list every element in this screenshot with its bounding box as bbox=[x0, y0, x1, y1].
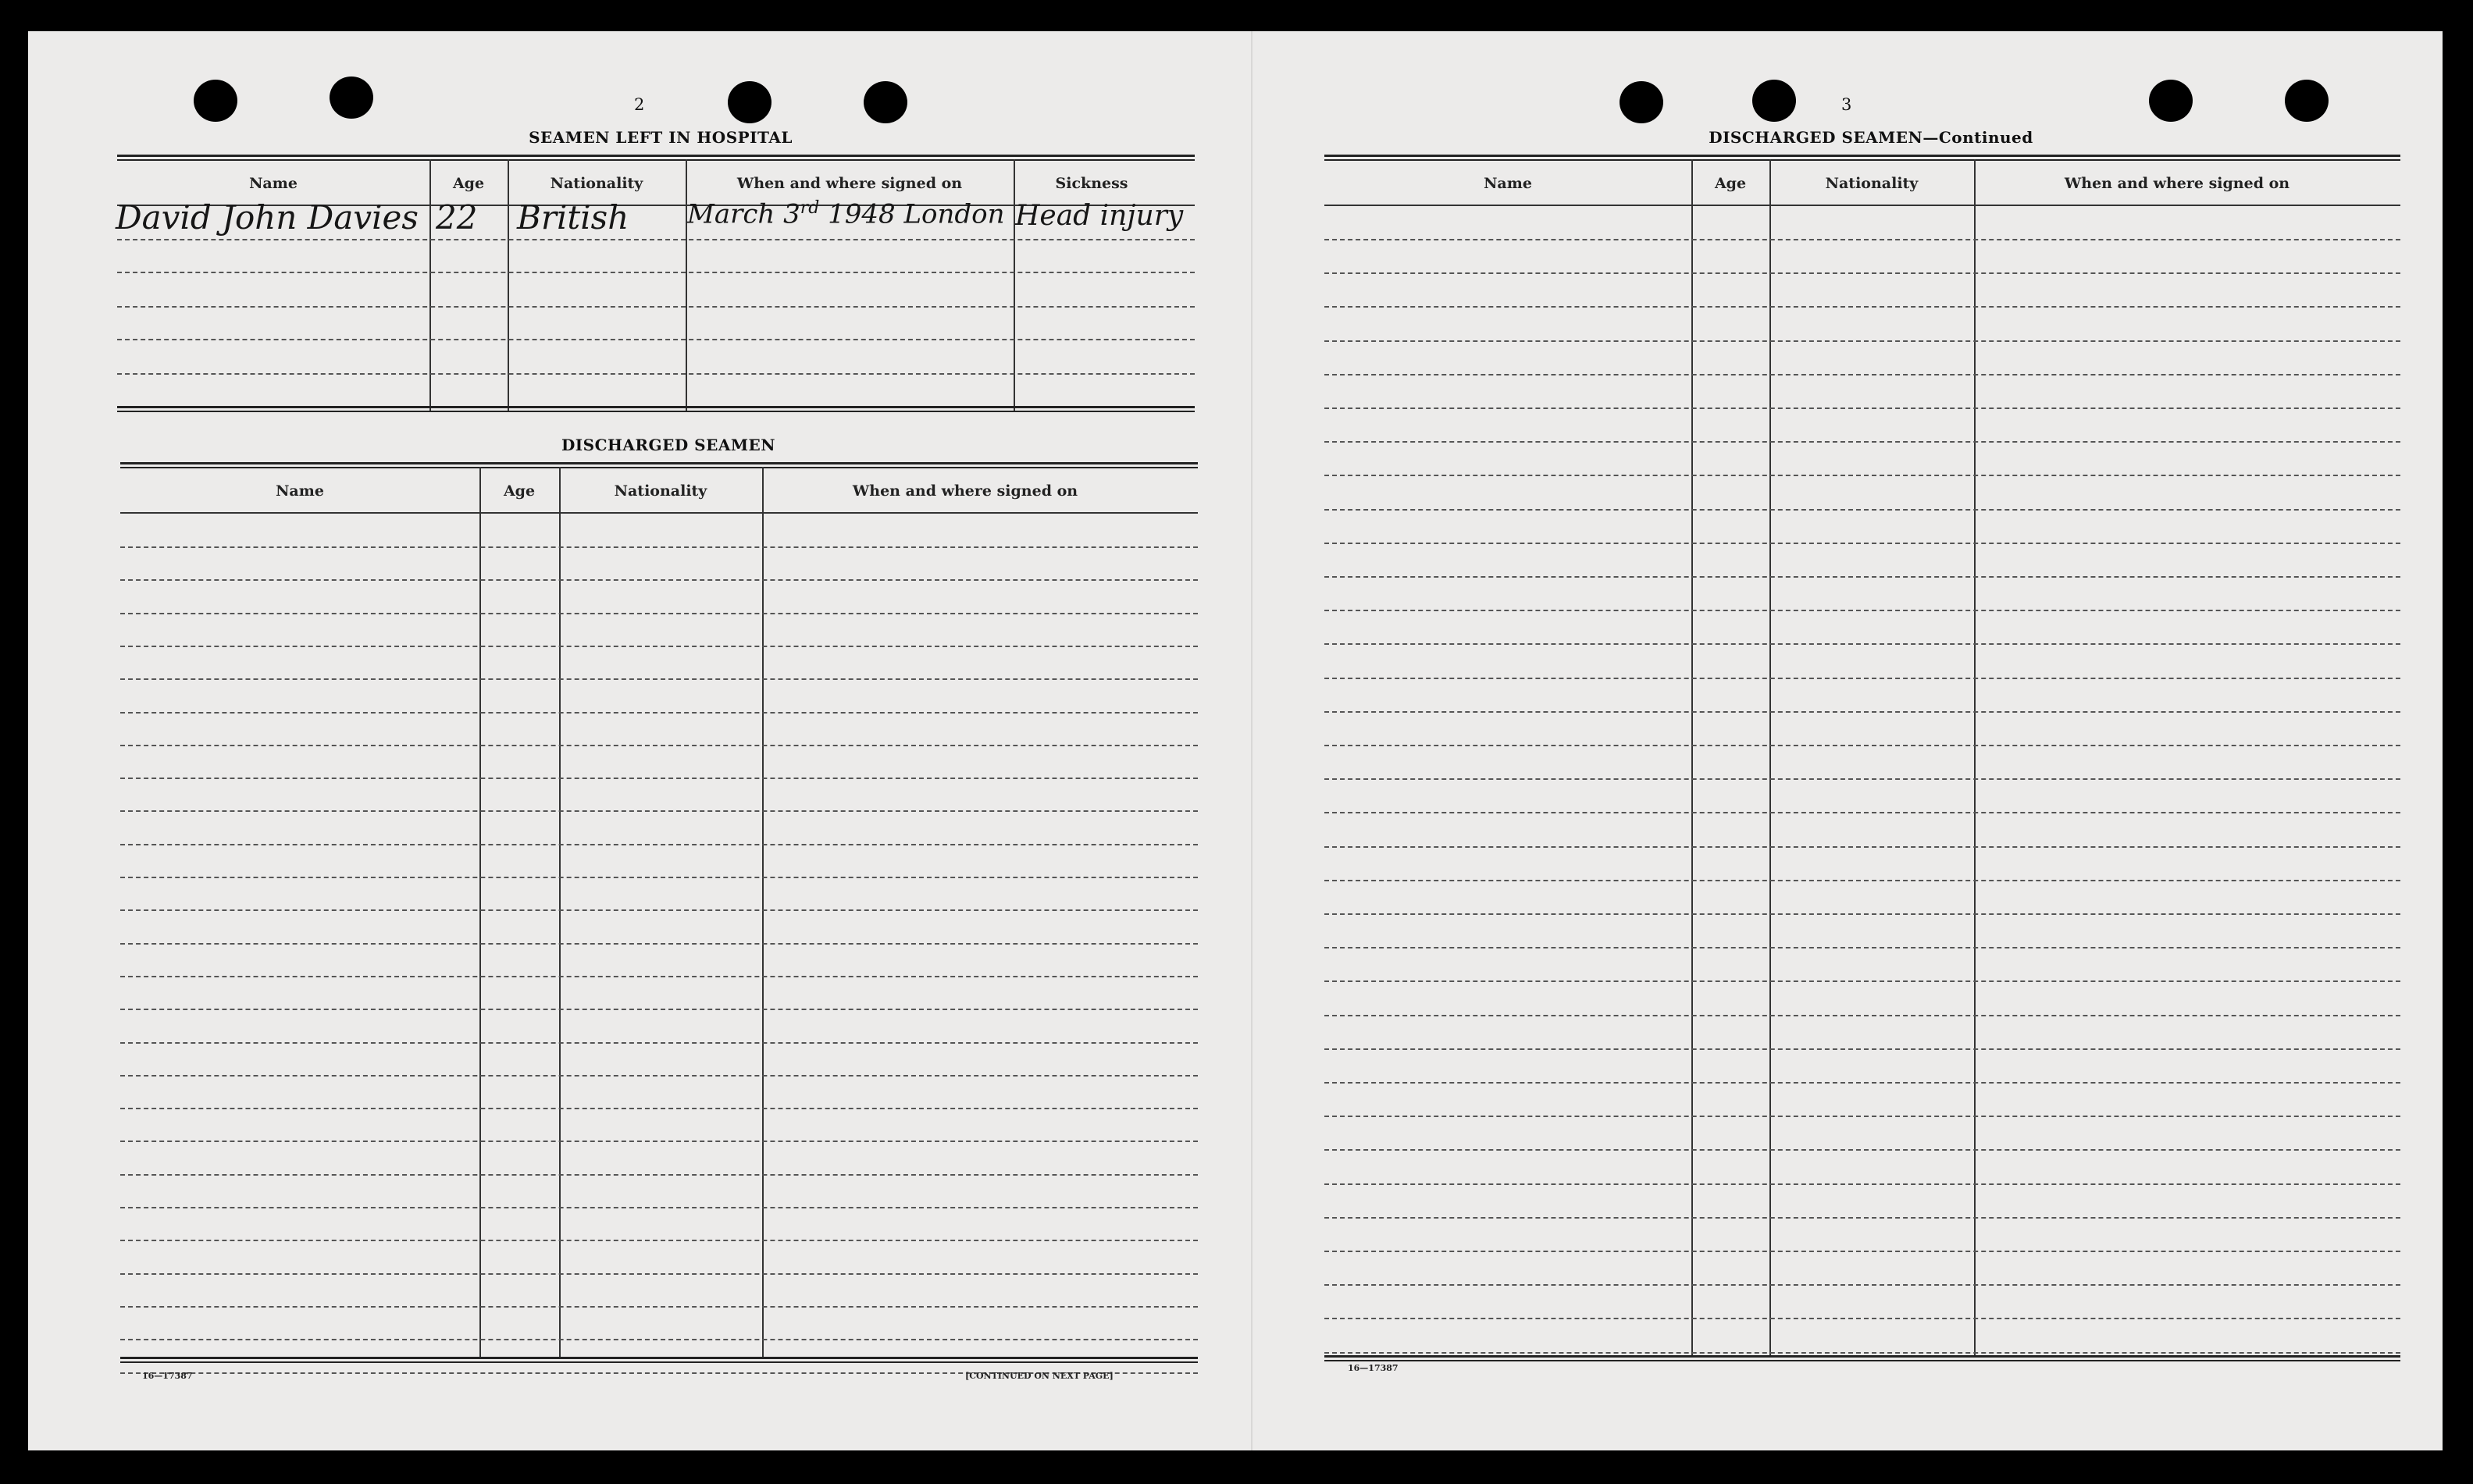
ruled-row-line bbox=[1324, 1015, 2400, 1016]
ruled-row-line bbox=[120, 1108, 1198, 1109]
right-col-name: Name bbox=[1484, 175, 1532, 192]
hospital-col-signed-on: When and where signed on bbox=[736, 175, 963, 192]
discharged-continued-title: DISCHARGED SEAMEN—Continued bbox=[1709, 128, 2033, 147]
footer-form-number-right: 16—17387 bbox=[1348, 1363, 1399, 1373]
hospital-col-sickness: Sickness bbox=[1055, 175, 1128, 192]
ruled-row-line bbox=[1324, 340, 2400, 342]
hospital-section-title: SEAMEN LEFT IN HOSPITAL bbox=[529, 128, 793, 147]
ruled-row-line bbox=[1324, 576, 2400, 578]
ruled-row-line bbox=[1324, 272, 2400, 274]
ruled-row-line bbox=[1324, 812, 2400, 813]
ruled-row-line bbox=[1324, 543, 2400, 544]
punch-hole bbox=[864, 81, 907, 123]
ruled-row-line bbox=[1324, 1048, 2400, 1050]
ruled-row-line bbox=[1324, 1082, 2400, 1084]
footer-form-number-left: 16—17387 bbox=[142, 1371, 193, 1381]
ruled-row-line bbox=[1324, 475, 2400, 476]
hospital-entry-name: David John Davies bbox=[116, 198, 419, 237]
hospital-col-age: Age bbox=[452, 175, 485, 192]
ruled-row-line bbox=[1324, 1217, 2400, 1219]
ruled-row-line bbox=[1324, 643, 2400, 645]
ruled-row-line bbox=[120, 745, 1198, 746]
ruled-row-line bbox=[1324, 745, 2400, 746]
discharged-col-nationality: Nationality bbox=[614, 482, 707, 500]
hospital-entry-age: 22 bbox=[436, 198, 478, 237]
punch-hole bbox=[1620, 81, 1663, 123]
ruled-row-line bbox=[1324, 947, 2400, 948]
ruled-row-line bbox=[120, 1240, 1198, 1241]
ruled-row-line bbox=[120, 613, 1198, 614]
ruled-row-line bbox=[120, 1273, 1198, 1275]
ruled-row-line bbox=[1324, 1116, 2400, 1117]
punch-hole bbox=[2149, 80, 2193, 122]
footer-continued: [CONTINUED ON NEXT PAGE] bbox=[965, 1371, 1114, 1381]
ruled-row-line bbox=[1324, 1149, 2400, 1151]
ruled-row-line bbox=[120, 1207, 1198, 1208]
ruled-row-line bbox=[120, 909, 1198, 911]
ruled-row-line bbox=[120, 810, 1198, 812]
ruled-row-line bbox=[1324, 913, 2400, 915]
ruled-row-line bbox=[1324, 1284, 2400, 1286]
hospital-entry-nationality: British bbox=[517, 198, 629, 237]
ruled-row-line bbox=[120, 877, 1198, 878]
ruled-row-line bbox=[120, 844, 1198, 845]
ruled-row-line bbox=[1324, 711, 2400, 713]
document-paper bbox=[28, 31, 2443, 1450]
ruled-row-line bbox=[1324, 374, 2400, 375]
ruled-row-line bbox=[120, 1339, 1198, 1340]
hospital-entry-sickness: Head injury bbox=[1015, 200, 1184, 232]
punch-hole bbox=[2285, 80, 2329, 122]
ruled-row-line bbox=[1324, 239, 2400, 240]
punch-hole bbox=[728, 81, 771, 123]
ruled-row-line bbox=[1324, 1352, 2400, 1354]
ruled-row-line bbox=[1324, 610, 2400, 611]
ruled-row-line bbox=[120, 646, 1198, 647]
right-col-nationality: Nationality bbox=[1825, 175, 1919, 192]
right-col-age: Age bbox=[1714, 175, 1747, 192]
hospital-col-name: Name bbox=[249, 175, 298, 192]
discharged-table-right bbox=[1324, 155, 2400, 1404]
discharged-table-left bbox=[120, 462, 1198, 1399]
discharged-col-name: Name bbox=[276, 482, 324, 500]
ruled-row-line bbox=[120, 943, 1198, 945]
ruled-row-line bbox=[1324, 1318, 2400, 1319]
ruled-row-line bbox=[120, 1306, 1198, 1308]
ruled-row-line bbox=[1324, 778, 2400, 780]
punch-hole bbox=[194, 80, 237, 122]
punch-hole bbox=[1752, 80, 1796, 122]
hospital-entry-signed-on: March 3rd 1948 London bbox=[687, 198, 1005, 230]
punch-hole bbox=[330, 77, 373, 119]
ruled-row-line bbox=[1324, 678, 2400, 679]
ruled-row-line bbox=[120, 1042, 1198, 1044]
ruled-row-line bbox=[1324, 1251, 2400, 1252]
page-number-left: 2 bbox=[634, 95, 645, 114]
discharged-col-signed-on: When and where signed on bbox=[852, 482, 1078, 500]
ruled-row-line bbox=[120, 712, 1198, 714]
ruled-row-line bbox=[1324, 980, 2400, 982]
ruled-row-line bbox=[120, 1141, 1198, 1142]
ruled-row-line bbox=[120, 1009, 1198, 1010]
ruled-row-line bbox=[1324, 441, 2400, 443]
ruled-row-line bbox=[1324, 306, 2400, 308]
ruled-row-line bbox=[1324, 509, 2400, 511]
page-number-right: 3 bbox=[1841, 95, 1852, 114]
hospital-table bbox=[117, 155, 1195, 450]
ruled-row-line bbox=[1324, 407, 2400, 409]
discharged-col-age: Age bbox=[503, 482, 536, 500]
ruled-row-line bbox=[120, 778, 1198, 779]
ruled-row-line bbox=[1324, 846, 2400, 848]
ruled-row-line bbox=[120, 1075, 1198, 1077]
right-col-signed-on: When and where signed on bbox=[2064, 175, 2290, 192]
ruled-row-line bbox=[120, 546, 1198, 548]
page-fold bbox=[1251, 31, 1253, 1450]
hospital-col-nationality: Nationality bbox=[550, 175, 643, 192]
ruled-row-line bbox=[120, 678, 1198, 680]
discharged-section-title-left: DISCHARGED SEAMEN bbox=[561, 436, 776, 454]
ruled-row-line bbox=[1324, 1183, 2400, 1185]
ruled-row-line bbox=[120, 976, 1198, 977]
ruled-row-line bbox=[120, 579, 1198, 581]
ruled-row-line bbox=[120, 1174, 1198, 1176]
ruled-row-line bbox=[1324, 880, 2400, 881]
